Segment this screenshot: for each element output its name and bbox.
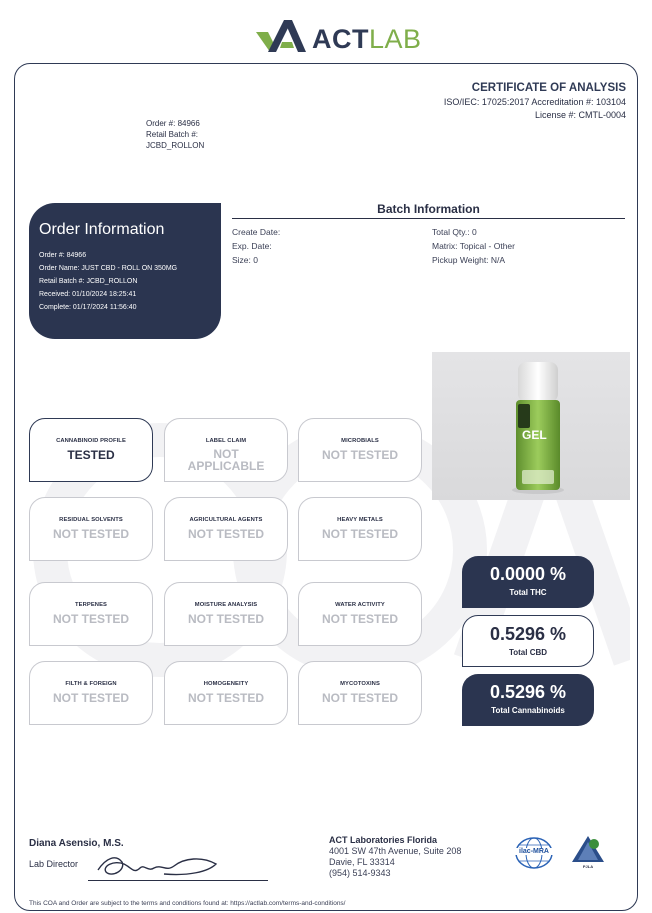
test-label: TERPENES <box>74 602 108 608</box>
roll-on-bottle-icon <box>432 352 630 500</box>
coa-accreditation: ISO/IEC: 17025:2017 Accreditation #: 103104 <box>443 97 626 107</box>
pjla-text: PJLA <box>582 864 594 869</box>
test-label: HEAVY METALS <box>337 517 383 523</box>
metric-label: Total THC <box>509 588 547 597</box>
metric-label: Total CBD <box>508 648 548 657</box>
test-card-residual-solvents <box>29 497 153 561</box>
test-label: RESIDUAL SOLVENTS <box>59 517 123 523</box>
batch-information-title: Batch Information <box>232 202 625 219</box>
test-card-cannabinoid-profile <box>29 418 153 482</box>
test-label: CANNABINOID PROFILE <box>56 438 126 444</box>
test-card-agricultural-agents <box>164 497 288 561</box>
test-status: NOT TESTED <box>52 527 129 541</box>
actlab-logo-mark-icon <box>254 18 308 54</box>
test-status: NOT TESTED <box>321 527 398 541</box>
retail-batch: Retail Batch #: JCBD_ROLLON <box>39 278 138 285</box>
received-date: Received: 01/10/2024 18:25:41 <box>39 291 137 298</box>
coa-header <box>436 82 626 122</box>
metric-value: 0.5296 % <box>489 682 567 702</box>
order-information-panel <box>29 203 221 339</box>
terms-footer: This COA and Order are subject to the terms and conditions found at: https://actlab.com/terms-and-conditions/ <box>29 900 346 907</box>
test-label: AGRICULTURAL AGENTS <box>189 517 263 523</box>
test-status: NOT TESTED <box>321 448 398 462</box>
test-label: MICROBIALS <box>341 438 379 444</box>
test-status: NOT TESTED <box>52 612 129 626</box>
test-status: NOT APPLICABLE <box>187 447 265 473</box>
pjla-triangle-icon <box>570 834 606 864</box>
test-status: NOT TESTED <box>187 527 264 541</box>
batch-exp-date: Exp. Date: <box>232 241 272 251</box>
retail-batch-value-small: JCBD_ROLLON <box>146 141 205 150</box>
batch-information-left <box>232 225 280 267</box>
test-label: LABEL CLAIM <box>205 438 247 444</box>
test-card-terpenes <box>29 582 153 646</box>
metric-value: 0.0000 % <box>489 564 567 584</box>
test-card-moisture-analysis <box>164 582 288 646</box>
metric-total-cannabinoids <box>462 674 594 726</box>
logo-lab: LAB <box>369 24 422 54</box>
test-label: FILTH & FOREIGN <box>65 681 117 687</box>
signature-icon <box>92 846 222 882</box>
lab-phone: (954) 514-9343 <box>329 868 391 878</box>
test-card-microbials <box>298 418 422 482</box>
signature-line <box>88 880 268 881</box>
test-label: MYCOTOXINS <box>340 681 380 687</box>
lab-address-line1: 4001 SW 47th Avenue, Suite 208 <box>329 846 462 856</box>
test-status: NOT TESTED <box>187 691 264 705</box>
retail-batch-label-small: Retail Batch #: <box>146 130 199 139</box>
lab-address <box>329 835 461 879</box>
test-status: TESTED <box>67 448 115 462</box>
coa-title: CERTIFICATE OF ANALYSIS <box>471 82 626 94</box>
director-name: Diana Asensio, M.S. <box>29 838 124 849</box>
test-card-filth-foreign <box>29 661 153 725</box>
test-card-heavy-metals <box>298 497 422 561</box>
metric-total-thc <box>462 556 594 608</box>
test-label: HOMOGENEITY <box>203 681 249 687</box>
pjla-logo <box>570 834 606 869</box>
test-label: WATER ACTIVITY <box>335 602 385 608</box>
lab-address-line2: Davie, FL 33314 <box>329 857 395 867</box>
batch-matrix: Matrix: Topical - Other <box>432 241 515 251</box>
metric-value: 0.5296 % <box>489 624 567 644</box>
product-photo <box>432 352 630 500</box>
test-status: NOT TESTED <box>321 612 398 626</box>
test-card-mycotoxins <box>298 661 422 725</box>
order-information-title: Order Information <box>39 221 165 238</box>
logo-act: ACT <box>312 24 369 54</box>
batch-pickup-weight: Pickup Weight: N/A <box>432 255 506 265</box>
test-status: NOT TESTED <box>321 691 398 705</box>
order-number: Order #: 84966 <box>39 252 87 259</box>
actlab-logo <box>254 16 424 56</box>
logo-text <box>312 24 422 55</box>
ilac-mra-logo <box>514 836 554 875</box>
test-label: MOISTURE ANALYSIS <box>194 602 258 608</box>
batch-total-qty: Total Qty.: 0 <box>432 227 477 237</box>
test-card-homogeneity <box>164 661 288 725</box>
lab-name: ACT Laboratories Florida <box>329 835 438 845</box>
test-status: NOT TESTED <box>187 612 264 626</box>
test-card-water-activity <box>298 582 422 646</box>
metric-label: Total Cannabinoids <box>491 706 565 715</box>
coa-license: License #: CMTL-0004 <box>534 110 626 120</box>
metric-total-cbd <box>462 615 594 667</box>
order-name: Order Name: JUST CBD - ROLL ON 350MG <box>39 265 178 272</box>
director-title: Lab Director <box>29 859 79 869</box>
batch-size: Size: 0 <box>232 255 258 265</box>
product-label-text: GEL <box>522 428 547 442</box>
batch-information-right <box>432 225 515 267</box>
test-card-label-claim <box>164 418 288 482</box>
batch-create-date: Create Date: <box>232 227 281 237</box>
test-status: NOT TESTED <box>52 691 129 705</box>
order-number-small: Order #: 84966 <box>146 119 200 128</box>
complete-date: Complete: 01/17/2024 11:56:40 <box>39 304 137 311</box>
order-summary-small <box>146 118 204 151</box>
ilac-text: ilac-MRA <box>515 848 553 855</box>
